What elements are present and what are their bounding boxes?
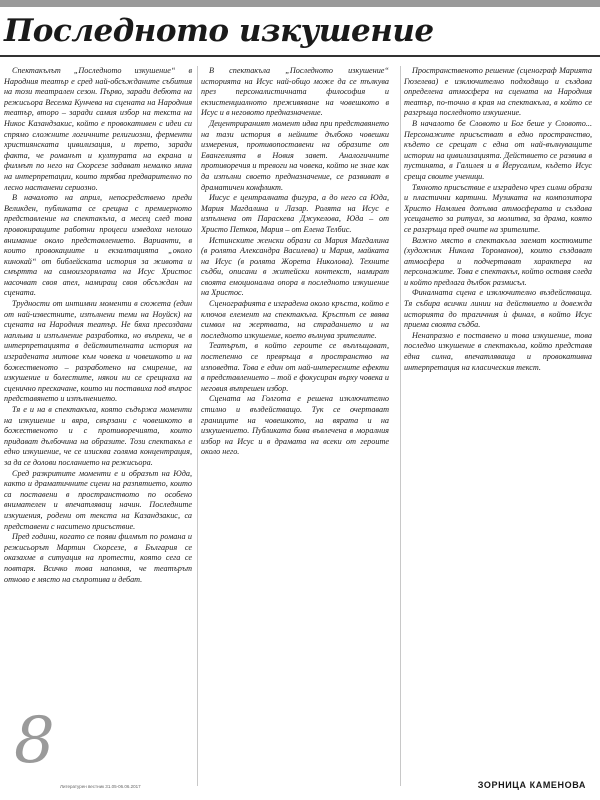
paragraph: Пред години, когато се появи филмът по романа и режисьорът Мартин Скорсезе, в България се оказахме в ситуация на протести, която сега се повтаря. Всичко това напомня, че театърът отново е място на съпротива и дебат. [4, 532, 192, 584]
article-column-1 [4, 66, 192, 782]
paragraph: В началото на април, непосредствено преди Великден, публиката се срещна с премиерното представление на спектакъла, а месец след това провокиращите работни процеси изведоха нелошо внимание около представлението. Варианти, в които провокациите и екзалтацията „около кинокай“ от библейската история за живота и смъртта на самоизгорялата на Исус Христос насочват своя апел, намиращ своя обсъждан на сцената. [4, 193, 192, 298]
paragraph: Важно място в спектакъла заемат костюмите (художник Никола Тороманов), които създават атмосфера и подчертават характера на персонажите. Това е спектакъл, който оставя следа и който предлага дълбок размисъл. [404, 235, 592, 287]
article-column-3 [404, 66, 592, 766]
paragraph: Сред разкритите моменти е и образът на Юда, както и драматичните сцени на разпятието, които са поставени в пространството по особено внимателен и впечатляващ начин. Последните изкушения, родени от текста на Казандзакис, са представени с наситено присъствие. [4, 468, 192, 531]
title-divider [0, 55, 600, 57]
paragraph: В спектакъла „Последното изкушение“ историята на Исус най-общо може да се тълкува през персоналистичната философия и екзистенциалното преживяване на човешкото в Исус и в неговото предназначение. [201, 66, 389, 118]
paragraph: Спектакълът „Последното изкушение“ в Народния театър е сред най-обсъжданите събития на този театрален сезон. Първо, заради дебюта на режисьора Веселка Кунчева на сцената на Народния театър, второ – заради самия избор на текста на Никос Казандзакис, който е провокативен с идеи си спрямо сложните логичните религиозни, ферменти християнската цивилизация, и трето, заради факта, че романът и културата на екрана и филмът по него на Скорсезе задават немалко мина на интерпретации, които трябва предварително по лесно настанени сериозно. [4, 66, 192, 192]
paragraph: Трудности от интимни моменти в сюжета (един от най-известните, изпълнени теми на Ноуйск) на сцената на Народния театър. Не бяха пресоздани наплыва и изпълнение разработка, но въпреки, че в интерпретацията в действителната история на изградената митове към човека и човешкото и на божественото – разработено на смирение, на изкушение и болестите, някои ни се срещнаха на сценично прескачане, които ни поставиха под въпрос представянето и изпълнението. [4, 299, 192, 404]
paragraph: Финалната сцена е изключително въздействаща. Тя събира всички линии на действието и довежда историята до трагичния ѝ финал, в който Исус приема своята съдба. [404, 288, 592, 330]
article-title: Последното изкушение [4, 13, 434, 49]
paragraph: Децентрираният момент идва при представянето на тази история в нейните дълбоко човешки измерения, противопоставени на образите от Евангелията в Новия завет. Аналогичните противоречия и тревоги на човека, който не знае как да изпълни своето предназначение, се развиват в драматичен конфликт. [201, 118, 389, 192]
paragraph: Пространственото решение (сценограф Марията Гюзелева) е изключително подходящо и създава определена атмосфера на сцената на Народния театър, по-точно в края на спектакъла, в който се разгръща последното изкушение. [404, 66, 592, 118]
paragraph: Иисус е централната фигура, а до него са Юда, Мария Магдалина и Лазар. Ролята на Исус е изпълнена от Параскева Джукелова, Юда – от Христо Петков, Мария – от Елена Телбис. [201, 193, 389, 234]
paragraph: Сцената на Голгота е решена изключително стилно и въздействащо. Тук се очертават границите на човешкото, на вярата и на изкушението. Публиката бива въвлечена в моралния избор на Исус и в драмата на всеки от героите около него. [201, 394, 389, 457]
issue-line: Литературен вестник 31.05-06.06.2017 [60, 784, 141, 789]
top-rule [0, 0, 600, 7]
paragraph: В началото бе Словото и Бог беше у Словото... Персонажите присъстват в едно пространство, където се срещат с една от най-вълнуващите истории на цивилизацията. Действието се развива в пустинята, в Галилея и в Йерусалим, където Исус среща своите ученици. [404, 118, 592, 181]
paragraph: Ненапразно е поставено и това изкушение, това последно изкушение в спектакъла, който представя една силна, впечатляваща и провокативна интерпретация на класическия текст. [404, 330, 592, 372]
paragraph: Истинските женски образи са Мария Магдалина (в ролята Александра Василева) и Мария, майката на Исус (в ролята Жорета Николова). Техните съдби, описани в житейски контекст, намират своята емоционална опора в последното изкушение на Христос. [201, 235, 389, 298]
author-byline: ЗОРНИЦА КАМЕНОВА [477, 780, 586, 790]
column-divider [400, 66, 401, 786]
page-number: 8 [14, 704, 55, 778]
paragraph: Театърът, в който героите се въплъщават, постепенно се превръща в пространство на изповедта. Това е един от най-интересните ефекти в представлението – той е фокусиран върху човека и неговия вътрешен избор. [201, 341, 389, 393]
paragraph: Тяхното присъствие е изградено чрез силни образи и пластични картини. Музиката на композитора Христо Намлиев допълва атмосферата и създава усещането за ритуал, за молитва, за драма, която се разгръща пред очите на зрителите. [404, 182, 592, 234]
article-column-2 [201, 66, 389, 784]
column-divider [197, 66, 198, 786]
paragraph: Сценографията е изградена около кръста, който е ключов елемент на спектакъла. Кръстът се явява символ на жертвата, на страданието и на последното изкушение, което вълнува зрителите. [201, 299, 389, 340]
paragraph: Тя е и на в спектакъла, която съдържа моменти на изкушение и вяра, свързани с човешкото в божественото и с противоречията, които придават дълбочина на образите. Този спектакъл е едно изкушение, че се изисква голяма концентрация, за да се долови посланието на режисьора. [4, 405, 192, 467]
